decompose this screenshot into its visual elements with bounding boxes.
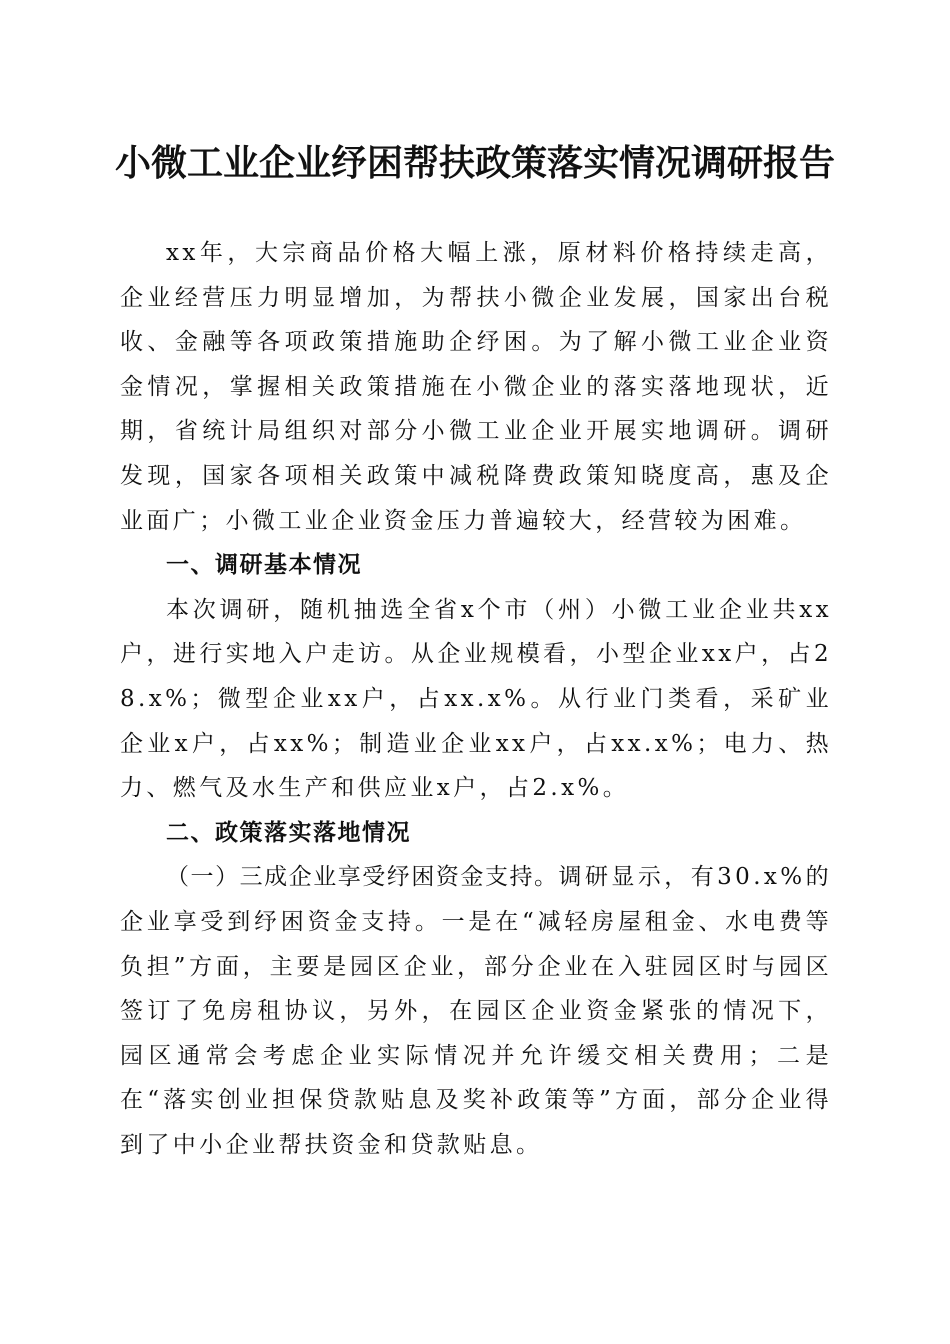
document-body [120,231,832,1167]
intro-paragraph: xx年，大宗商品价格大幅上涨，原材料价格持续走高，企业经营压力明显增加，为帮扶小微企业发展，国家出台税收、金融等各项政策措施助企纾困。为了解小微工业企业资金情况，掌握相关政策措施在小微企业的落实落地现状，近期，省统计局组织对部分小微工业企业开展实地调研。调研发现，国家各项相关政策中减税降费政策知晓度高，惠及企业面广；小微工业企业资金压力普遍较大，经营较为困难。 [120,240,832,534]
section-heading-policy-implementation: 二、政策落实落地情况 [166,819,411,846]
document-title: 小微工业企业纾困帮扶政策落实情况调研报告 [114,142,835,184]
subsection-lead-funding-support: （一）三成企业享受纾困资金支持。 [166,864,559,891]
section-heading-survey-overview: 一、调研基本情况 [166,552,362,579]
survey-overview-paragraph: 本次调研，随机抽选全省x个市（州）小微工业企业共xx户，进行实地入户走访。从企业规模看，小型企业xx户，占28.x%；微型企业xx户，占xx.x%。从行业门类看，采矿业企业x户，占xx%；制造业企业xx户，占xx.x%；电力、热力、燃气及水生产和供应业x户，占2.x%。 [120,596,832,802]
policy-paragraph-1 [120,855,832,1167]
subsection-text-funding-support: 调研显示，有30.x%的企业享受到纾困资金支持。一是在“减轻房屋租金、水电费等负担”方面，主要是园区企业，部分企业在入驻园区时与园区签订了免房租协议，另外，在园区企业资金紧张的情况下，园区通常会考虑企业实际情况并允许缓交相关费用；二是在“落实创业担保贷款贴息及奖补政策等”方面，部分企业得到了中小企业帮扶资金和贷款贴息。 [120,864,832,1158]
